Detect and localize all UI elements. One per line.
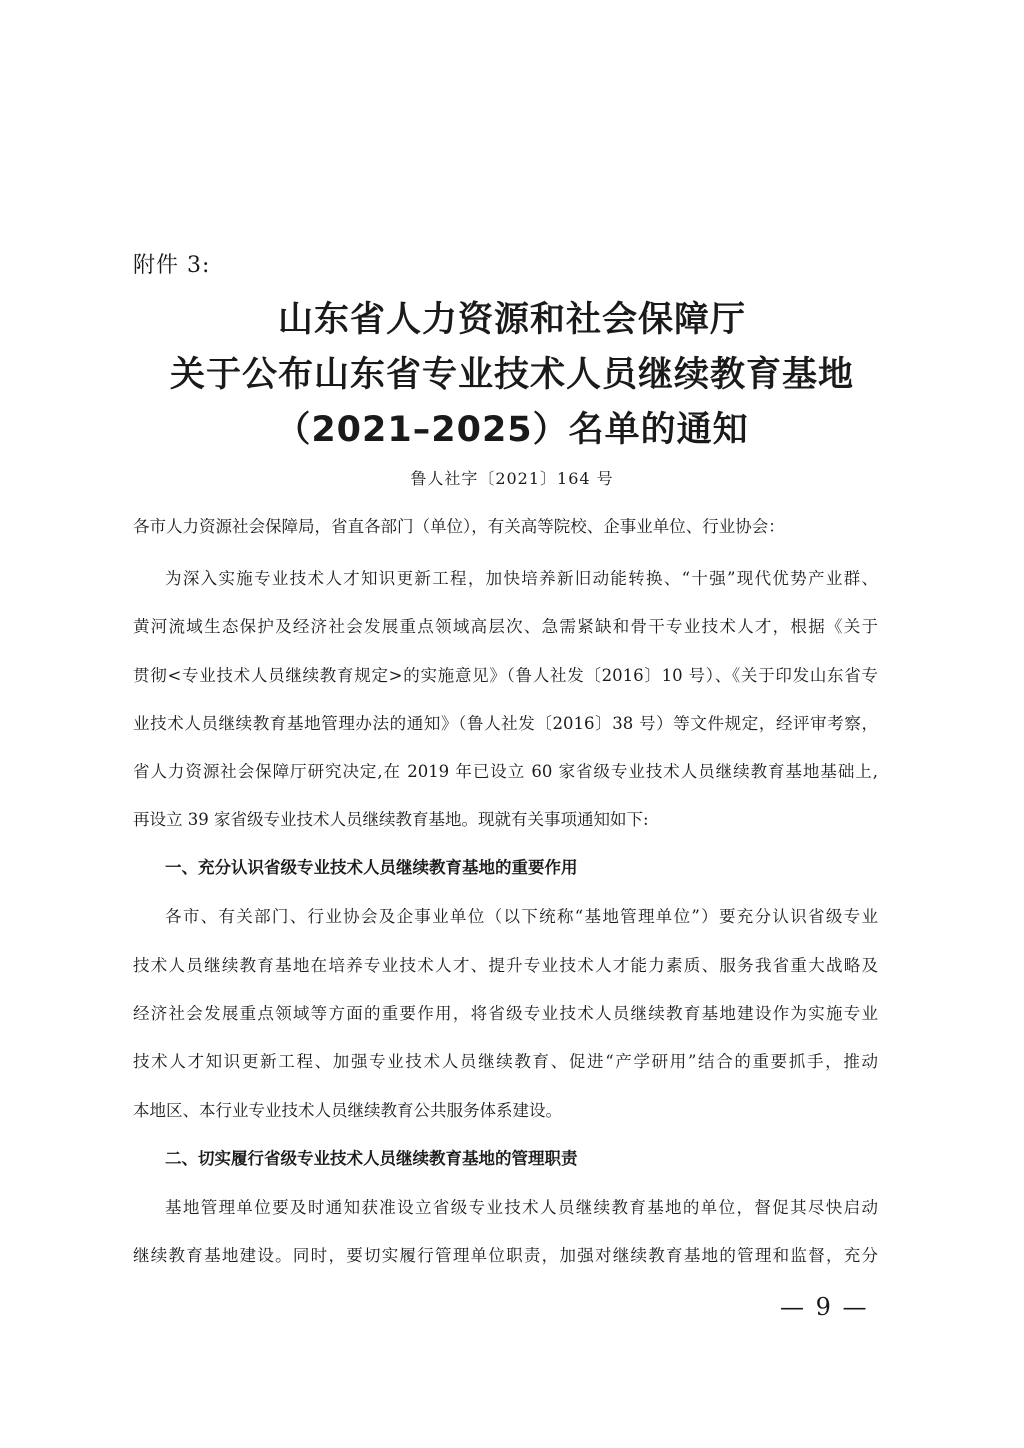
intro-line: 省人力资源社会保障厅研究决定,在 2019 年已设立 60 家省级专业技术人员继续教育基地基础上, bbox=[133, 762, 878, 781]
section-2-heading: 二、切实履行省级专业技术人员继续教育基地的管理职责 bbox=[165, 1149, 578, 1168]
title-line-1: 山东省人力资源和社会保障厅 bbox=[277, 300, 746, 340]
page-number: — 9 — bbox=[780, 1293, 869, 1321]
section-1-line: 技术人才知识更新工程、加强专业技术人员继续教育、促进“产学研用”结合的重要抓手，推动 bbox=[133, 1052, 878, 1071]
section-1-line: 技术人员继续教育基地在培养专业技术人才、提升专业技术人才能力素质、服务我省重大战略及 bbox=[133, 956, 878, 975]
title-line-2: 关于公布山东省专业技术人员继续教育基地 bbox=[169, 355, 854, 395]
section-1-line: 各市、有关部门、行业协会及企事业单位（以下统称“基地管理单位”）要充分认识省级专业 bbox=[165, 907, 878, 926]
section-2-line: 基地管理单位要及时通知获准设立省级专业技术人员继续教育基地的单位，督促其尽快启动 bbox=[165, 1198, 878, 1217]
intro-line: 业技术人员继续教育基地管理办法的通知》（鲁人社发〔2016〕38 号）等文件规定，经评审考察， bbox=[133, 714, 878, 733]
salutation: 各市人力资源社会保障局，省直各部门（单位），有关高等院校、企事业单位、行业协会： bbox=[133, 517, 785, 536]
intro-line: 为深入实施专业技术人才知识更新工程，加快培养新旧动能转换、“十强”现代优势产业群、 bbox=[165, 569, 878, 588]
document-number: 鲁人社字〔2021〕164 号 bbox=[410, 469, 614, 488]
intro-line: 黄河流域生态保护及经济社会发展重点领域高层次、急需紧缺和骨干专业技术人才，根据《关于 bbox=[133, 617, 878, 636]
section-1-line: 本地区、本行业专业技术人员继续教育公共服务体系建设。 bbox=[133, 1101, 562, 1120]
section-1-line: 经济社会发展重点领域等方面的重要作用，将省级专业技术人员继续教育基地建设作为实施专业 bbox=[133, 1004, 878, 1023]
attachment-label: 附件 3: bbox=[133, 253, 211, 278]
intro-line: 再设立 39 家省级专业技术人员继续教育基地。现就有关事项通知如下: bbox=[133, 810, 649, 829]
title-line-3: （2021–2025）名单的通知 bbox=[275, 410, 749, 450]
section-1-heading: 一、充分认识省级专业技术人员继续教育基地的重要作用 bbox=[165, 858, 578, 877]
intro-line: 贯彻<专业技术人员继续教育规定>的实施意见》（鲁人社发〔2016〕10 号）、《关于印发山东省专 bbox=[133, 666, 878, 685]
section-2-line: 继续教育基地建设。同时，要切实履行管理单位职责，加强对继续教育基地的管理和监督，充分 bbox=[133, 1246, 878, 1265]
